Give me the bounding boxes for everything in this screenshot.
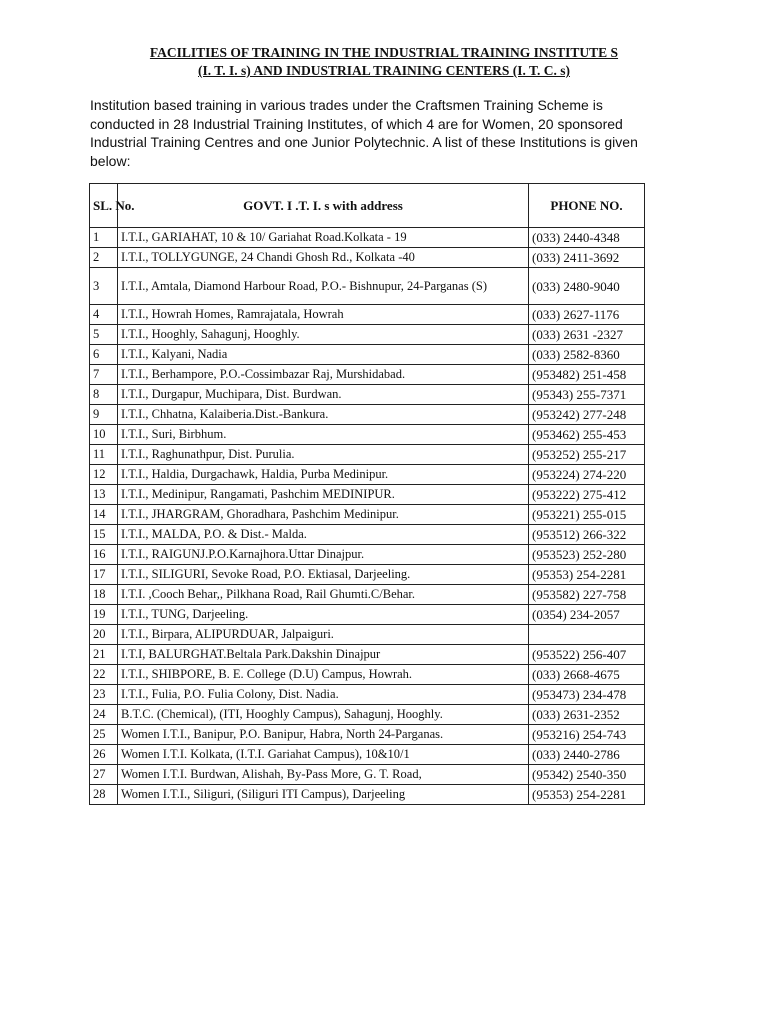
row-phone: (033) 2668-4675 xyxy=(529,665,645,685)
row-phone: (953582) 227-758 xyxy=(529,585,645,605)
table-body xyxy=(90,228,645,805)
row-phone: (953252) 255-217 xyxy=(529,445,645,465)
row-sl-number: 3 xyxy=(90,268,118,305)
table-row xyxy=(90,365,645,385)
table-row xyxy=(90,705,645,725)
title-line-2: (I. T. I. s) AND INDUSTRIAL TRAINING CENTERS (I. T. C. s) xyxy=(198,63,570,78)
row-address: I.T.I., SHIBPORE, B. E. College (D.U) Campus, Howrah. xyxy=(118,665,529,685)
row-address: I.T.I., Hooghly, Sahagunj, Hooghly. xyxy=(118,325,529,345)
document-title xyxy=(90,44,678,80)
table-row xyxy=(90,665,645,685)
table-row xyxy=(90,585,645,605)
row-sl-number: 28 xyxy=(90,785,118,805)
row-sl-number: 14 xyxy=(90,505,118,525)
table-row xyxy=(90,425,645,445)
row-phone: (953522) 256-407 xyxy=(529,645,645,665)
row-sl-number: 13 xyxy=(90,485,118,505)
row-address: I.T.I., RAIGUNJ.P.O.Karnajhora.Uttar Dinajpur. xyxy=(118,545,529,565)
header-sl-no: SL. No. xyxy=(90,184,118,228)
row-phone: (953462) 255-453 xyxy=(529,425,645,445)
table-row xyxy=(90,405,645,425)
header-phone: PHONE NO. xyxy=(529,184,645,228)
table-row xyxy=(90,785,645,805)
table-row xyxy=(90,605,645,625)
row-phone: (953523) 252-280 xyxy=(529,545,645,565)
row-phone: (95353) 254-2281 xyxy=(529,565,645,585)
table-row xyxy=(90,725,645,745)
row-phone: (033) 2627-1176 xyxy=(529,305,645,325)
table-row xyxy=(90,745,645,765)
row-phone: (95343) 255-7371 xyxy=(529,385,645,405)
row-address: I.T.I., Raghunathpur, Dist. Purulia. xyxy=(118,445,529,465)
row-address: I.T.I., GARIAHAT, 10 & 10/ Gariahat Road.Kolkata - 19 xyxy=(118,228,529,248)
row-phone: (033) 2631-2352 xyxy=(529,705,645,725)
row-sl-number: 12 xyxy=(90,465,118,485)
row-phone: (033) 2411-3692 xyxy=(529,248,645,268)
row-address: I.T.I., Suri, Birbhum. xyxy=(118,425,529,445)
table-row xyxy=(90,228,645,248)
row-address: I.T.I., Chhatna, Kalaiberia.Dist.-Bankura. xyxy=(118,405,529,425)
row-phone: (95342) 2540-350 xyxy=(529,765,645,785)
table-row xyxy=(90,268,645,305)
iti-table xyxy=(89,183,645,805)
intro-paragraph: Institution based training in various trades under the Craftsmen Training Scheme is conducted in 28 Industrial Training Institutes, of which 4 are for Women, 20 sponsored Industrial Training Centres and one Junior Polytechnic. A list of these Institutions is given below: xyxy=(90,97,638,169)
row-sl-number: 15 xyxy=(90,525,118,545)
row-phone: (0354) 234-2057 xyxy=(529,605,645,625)
table-row xyxy=(90,465,645,485)
row-sl-number: 26 xyxy=(90,745,118,765)
row-address: Women I.T.I., Banipur, P.O. Banipur, Habra, North 24-Parganas. xyxy=(118,725,529,745)
row-address: I.T.I., Berhampore, P.O.-Cossimbazar Raj, Murshidabad. xyxy=(118,365,529,385)
row-sl-number: 7 xyxy=(90,365,118,385)
row-sl-number: 25 xyxy=(90,725,118,745)
row-address: I.T.I., TUNG, Darjeeling. xyxy=(118,605,529,625)
row-phone xyxy=(529,625,645,645)
table-row xyxy=(90,625,645,645)
table-row xyxy=(90,505,645,525)
row-phone: (953221) 255-015 xyxy=(529,505,645,525)
row-address: I.T.I., Durgapur, Muchipara, Dist. Burdwan. xyxy=(118,385,529,405)
row-sl-number: 4 xyxy=(90,305,118,325)
table-row xyxy=(90,345,645,365)
row-phone: (033) 2440-2786 xyxy=(529,745,645,765)
row-sl-number: 10 xyxy=(90,425,118,445)
table-row xyxy=(90,485,645,505)
table-row xyxy=(90,385,645,405)
row-address: I.T.I. ,Cooch Behar,, Pilkhana Road, Rail Ghumti.C/Behar. xyxy=(118,585,529,605)
row-phone: (033) 2480-9040 xyxy=(529,268,645,305)
row-sl-number: 21 xyxy=(90,645,118,665)
header-address: GOVT. I .T. I. s with address xyxy=(118,184,529,228)
row-address: I.T.I., MALDA, P.O. & Dist.- Malda. xyxy=(118,525,529,545)
row-address: Women I.T.I. Kolkata, (I.T.I. Gariahat Campus), 10&10/1 xyxy=(118,745,529,765)
title-line-1: FACILITIES OF TRAINING IN THE INDUSTRIAL TRAINING INSTITUTE S xyxy=(149,45,619,60)
row-sl-number: 17 xyxy=(90,565,118,585)
row-phone: (953216) 254-743 xyxy=(529,725,645,745)
table-row xyxy=(90,765,645,785)
table-row xyxy=(90,525,645,545)
row-sl-number: 23 xyxy=(90,685,118,705)
table-row xyxy=(90,445,645,465)
row-phone: (953473) 234-478 xyxy=(529,685,645,705)
table-row xyxy=(90,565,645,585)
row-sl-number: 8 xyxy=(90,385,118,405)
table-row xyxy=(90,685,645,705)
row-address: I.T.I., Fulia, P.O. Fulia Colony, Dist. Nadia. xyxy=(118,685,529,705)
row-phone: (033) 2631 -2327 xyxy=(529,325,645,345)
row-address: Women I.T.I., Siliguri, (Siliguri ITI Campus), Darjeeling xyxy=(118,785,529,805)
row-address: Women I.T.I. Burdwan, Alishah, By-Pass More, G. T. Road, xyxy=(118,765,529,785)
row-sl-number: 20 xyxy=(90,625,118,645)
row-sl-number: 27 xyxy=(90,765,118,785)
table-row xyxy=(90,645,645,665)
row-phone: (033) 2582-8360 xyxy=(529,345,645,365)
row-sl-number: 19 xyxy=(90,605,118,625)
table-row xyxy=(90,305,645,325)
row-phone: (953512) 266-322 xyxy=(529,525,645,545)
row-phone: (953224) 274-220 xyxy=(529,465,645,485)
table-row xyxy=(90,545,645,565)
row-sl-number: 24 xyxy=(90,705,118,725)
row-sl-number: 5 xyxy=(90,325,118,345)
row-sl-number: 11 xyxy=(90,445,118,465)
row-address: I.T.I., JHARGRAM, Ghoradhara, Pashchim Medinipur. xyxy=(118,505,529,525)
row-sl-number: 22 xyxy=(90,665,118,685)
row-address: I.T.I., Haldia, Durgachawk, Haldia, Purba Medinipur. xyxy=(118,465,529,485)
row-phone: (95353) 254-2281 xyxy=(529,785,645,805)
row-sl-number: 18 xyxy=(90,585,118,605)
row-sl-number: 9 xyxy=(90,405,118,425)
row-phone: (953242) 277-248 xyxy=(529,405,645,425)
row-sl-number: 6 xyxy=(90,345,118,365)
row-address: I.T.I., Amtala, Diamond Harbour Road, P.O.- Bishnupur, 24-Parganas (S) xyxy=(118,268,529,305)
row-phone: (953482) 251-458 xyxy=(529,365,645,385)
row-address: I.T.I., TOLLYGUNGE, 24 Chandi Ghosh Rd., Kolkata -40 xyxy=(118,248,529,268)
row-address: B.T.C. (Chemical), (ITI, Hooghly Campus), Sahagunj, Hooghly. xyxy=(118,705,529,725)
row-phone: (033) 2440-4348 xyxy=(529,228,645,248)
row-address: I.T.I., Birpara, ALIPURDUAR, Jalpaiguri. xyxy=(118,625,529,645)
table-row xyxy=(90,325,645,345)
table-header-row xyxy=(90,184,645,228)
row-address: I.T.I., SILIGURI, Sevoke Road, P.O. Ektiasal, Darjeeling. xyxy=(118,565,529,585)
row-sl-number: 1 xyxy=(90,228,118,248)
row-address: I.T.I., Kalyani, Nadia xyxy=(118,345,529,365)
row-address: I.T.I, BALURGHAT.Beltala Park.Dakshin Dinajpur xyxy=(118,645,529,665)
row-sl-number: 2 xyxy=(90,248,118,268)
row-address: I.T.I., Howrah Homes, Ramrajatala, Howrah xyxy=(118,305,529,325)
row-sl-number: 16 xyxy=(90,545,118,565)
row-phone: (953222) 275-412 xyxy=(529,485,645,505)
table-row xyxy=(90,248,645,268)
row-address: I.T.I., Medinipur, Rangamati, Pashchim MEDINIPUR. xyxy=(118,485,529,505)
